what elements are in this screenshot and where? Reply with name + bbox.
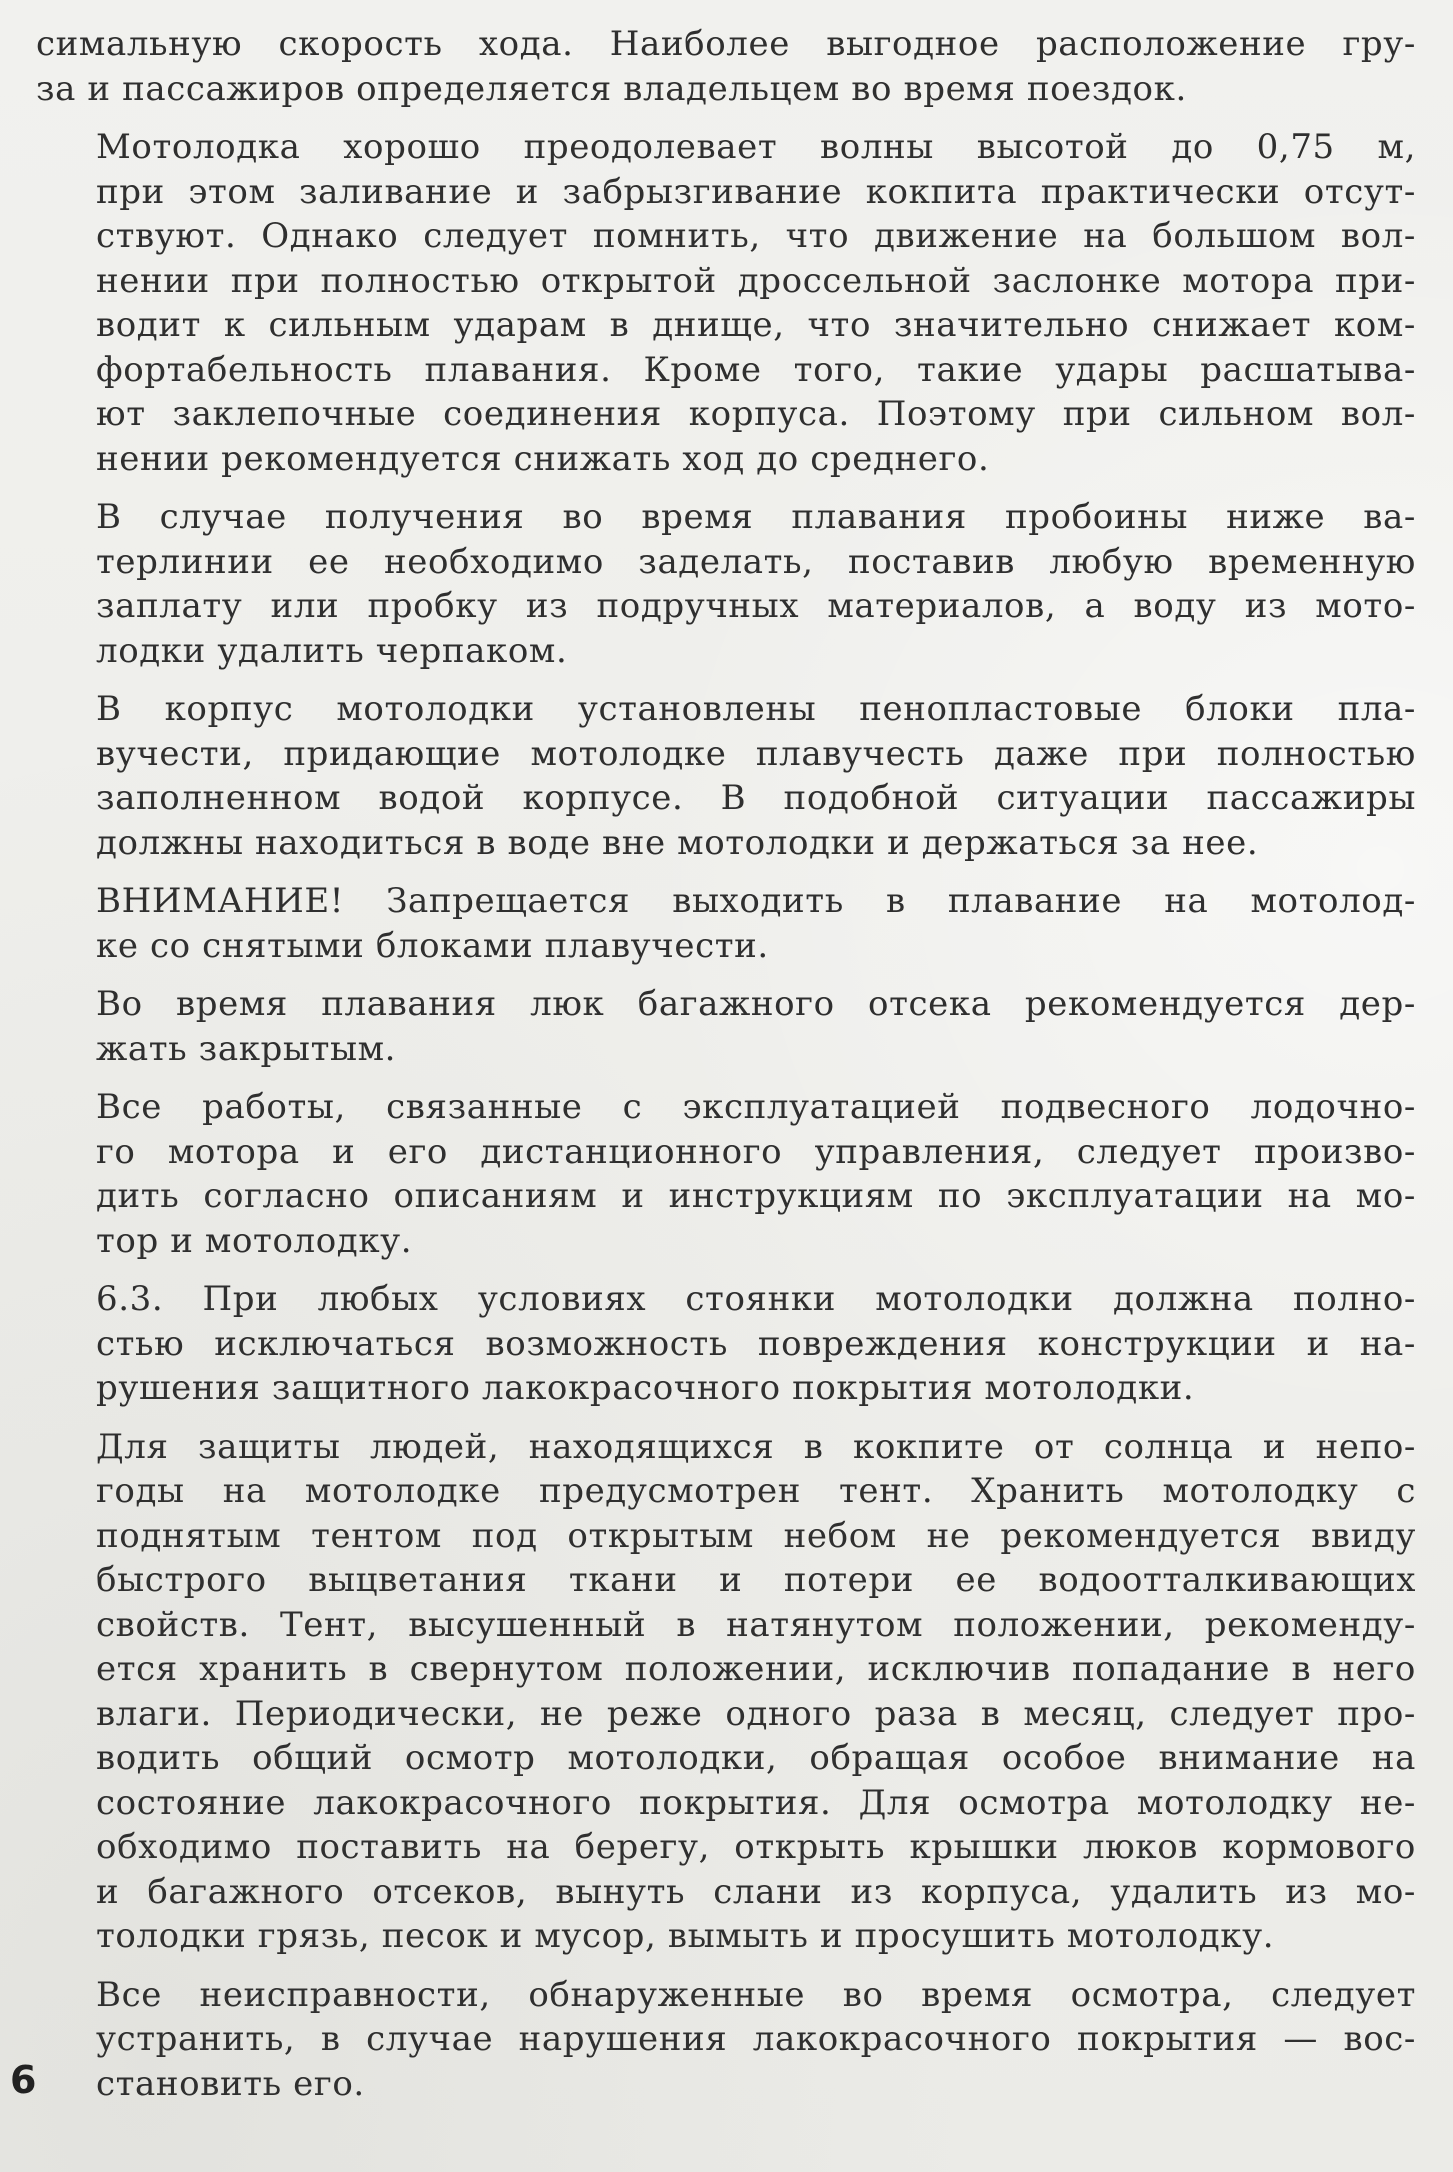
document-page (36, 22, 1416, 2120)
page-number: 6 (10, 2058, 37, 2102)
text-line: рушения защитного лакокрасочного покрытия мотолодки. (96, 1368, 1195, 1408)
text-line: ют заклепочные соединения корпуса. Поэтому при сильном вол- (96, 394, 1416, 434)
text-line: Во время плавания люк багажного отсека рекомендуется дер- (96, 984, 1416, 1024)
text-line: вучести, придающие мотолодке плавучесть даже при полностью (96, 733, 1416, 774)
text-line: поднятым тентом под открытым небом не рекомендуется ввиду (96, 1515, 1416, 1556)
text-line: состояние лакокрасочного покрытия. Для осмотра мотолодку не- (96, 1782, 1416, 1823)
text-line: при этом заливание и забрызгивание кокпита практически отсут- (96, 171, 1416, 212)
text-line: и багажного отсеков, вынуть слани из корпуса, удалить из мо- (96, 1871, 1416, 1912)
text-line: толодки грязь, песок и мусор, вымыть и просушить мотолодку. (96, 1916, 1275, 1956)
text-line: обходимо поставить на берегу, открыть крышки люков кормового (96, 1827, 1416, 1867)
text-line: тор и мотолодку. (96, 1220, 413, 1261)
text-line: устранить, в случае нарушения лакокрасочного покрытия — вос- (96, 2019, 1416, 2059)
text-line: ке со снятыми блоками плавучести. (96, 925, 769, 966)
paragraph-buoyancy-blocks (36, 687, 1416, 865)
text-line: годы на мотолодке предусмотрен тент. Хранить мотолодку с (96, 1471, 1416, 1511)
text-line: свойств. Тент, высушенный в натянутом положении, рекоменду- (96, 1604, 1416, 1645)
text-line: го мотора и его дистанционного управления, следует произво- (96, 1131, 1416, 1172)
text-line: В случае получения во время плавания пробоины ниже ва- (96, 497, 1416, 537)
text-line: В корпус мотолодки установлены пенопластовые блоки пла- (96, 689, 1416, 729)
text-line: водит к сильным ударам в днище, что значительно снижает ком- (96, 305, 1416, 345)
text-line: стью исключаться возможность повреждения конструкции и на- (96, 1323, 1416, 1364)
paragraph-waves (36, 125, 1416, 481)
text-line: ется хранить в свернутом положении, исключив попадание в него (96, 1649, 1416, 1689)
text-line: за и пассажиров определяется владельцем во время поездок. (36, 68, 1187, 109)
text-line: лодки удалить черпаком. (96, 630, 568, 671)
text-line: влаги. Периодически, не реже одного раза в месяц, следует про- (96, 1693, 1416, 1734)
text-line: жать закрытым. (96, 1028, 397, 1069)
paragraph-tent-and-inspection (36, 1425, 1416, 1959)
paragraph-hull-breach (36, 495, 1416, 673)
paragraph-section-6-3 (36, 1277, 1416, 1411)
paragraph-continued-speed (36, 22, 1416, 111)
text-line: Мотолодка хорошо преодолевает волны высотой до 0,75 м, (96, 127, 1416, 167)
text-line: заплату или пробку из подручных материалов, а воду из мото- (96, 586, 1416, 626)
paragraph-luggage-hatch (36, 982, 1416, 1071)
paragraph-motor-work (36, 1085, 1416, 1263)
text-line: Все работы, связанные с эксплуатацией подвесного лодочно- (96, 1087, 1416, 1127)
text-line: ствуют. Однако следует помнить, что движение на большом вол- (96, 216, 1416, 256)
text-line: фортабельность плавания. Кроме того, такие удары расшатыва- (96, 349, 1416, 390)
text-line: становить его. (96, 2063, 365, 2104)
text-line: водить общий осмотр мотолодки, обращая особое внимание на (96, 1738, 1416, 1778)
text-line: терлинии ее необходимо заделать, поставив любую временную (96, 541, 1416, 582)
text-line: ВНИМАНИЕ! Запрещается выходить в плавание на мотолод- (96, 881, 1416, 921)
text-line: должны находиться в воде вне мотолодки и держаться за нее. (96, 822, 1259, 863)
text-line: симальную скорость хода. Наиболее выгодное расположение гру- (36, 24, 1416, 64)
text-line: 6.3. При любых условиях стоянки мотолодки должна полно- (96, 1279, 1416, 1319)
paragraph-repairs (36, 1973, 1416, 2107)
text-line: заполненном водой корпусе. В подобной ситуации пассажиры (96, 778, 1416, 818)
text-line: нении при полностью открытой дроссельной заслонке мотора при- (96, 260, 1416, 301)
paragraph-warning (36, 879, 1416, 968)
text-line: Для защиты людей, находящихся в кокпите от солнца и непо- (96, 1426, 1416, 1467)
text-line: нении рекомендуется снижать ход до среднего. (96, 438, 990, 479)
text-line: дить согласно описаниям и инструкциям по эксплуатации на мо- (96, 1176, 1416, 1216)
text-line: Все неисправности, обнаруженные во время осмотра, следует (96, 1974, 1416, 2015)
text-line: быстрого выцветания ткани и потери ее водоотталкивающих (96, 1560, 1416, 1600)
